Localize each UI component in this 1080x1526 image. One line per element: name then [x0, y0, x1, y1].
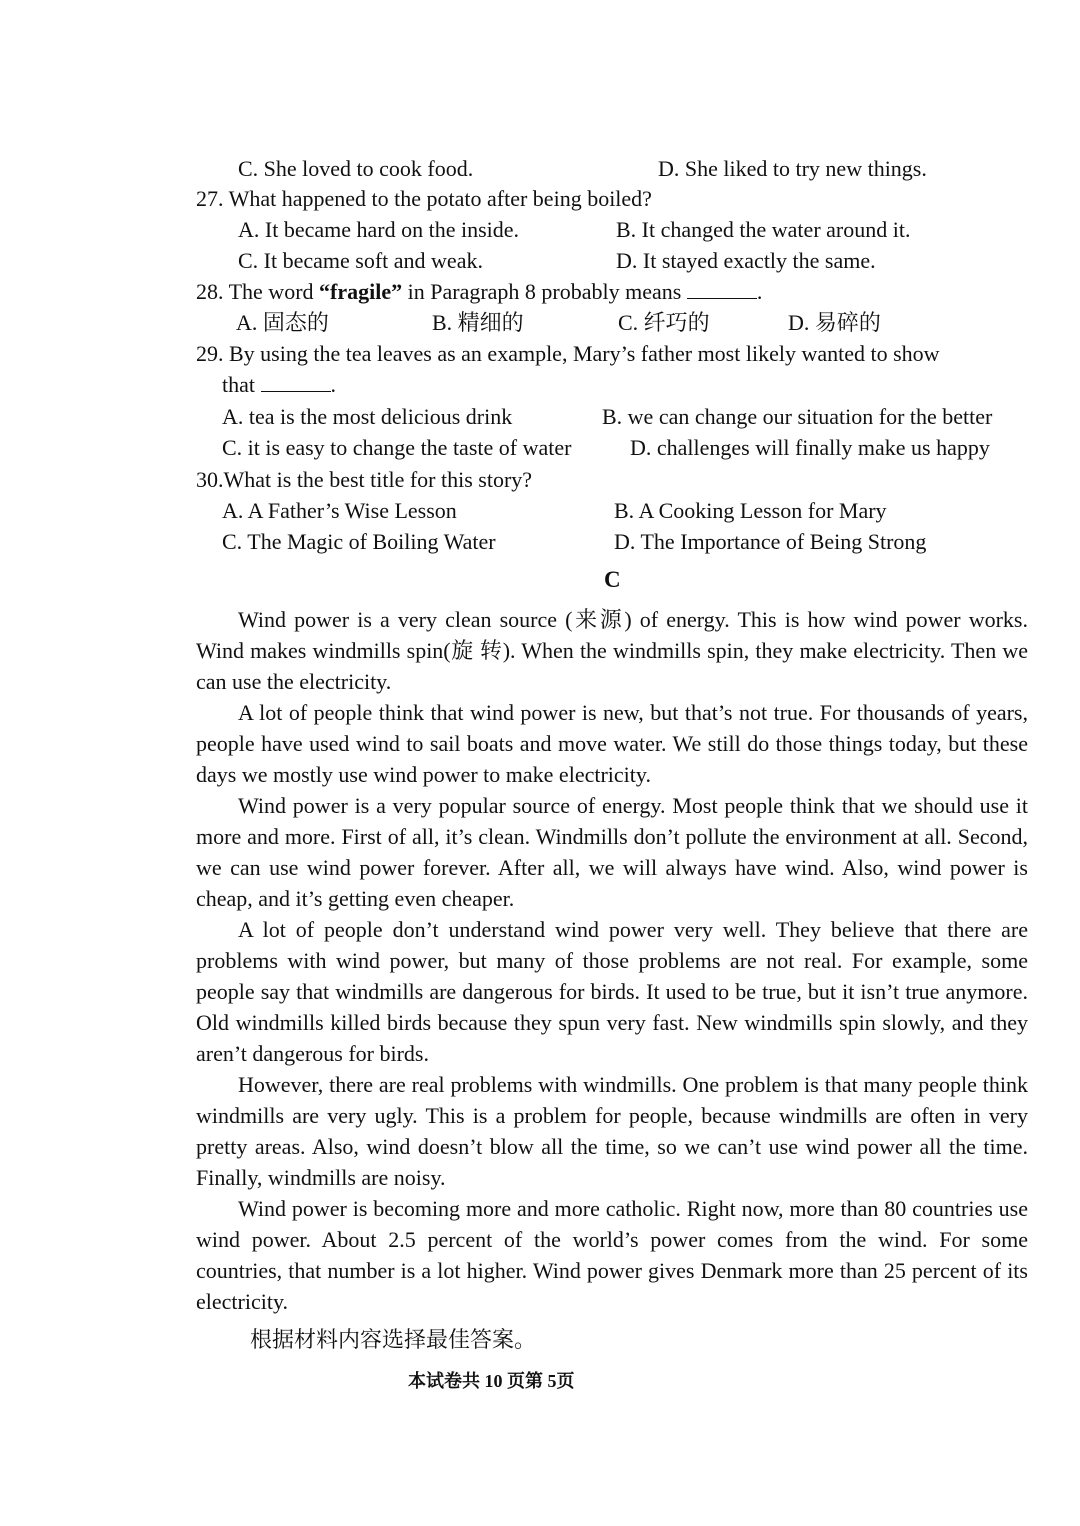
q29-stem-that: that: [222, 372, 261, 397]
q26-option-c: C. She loved to cook food.: [238, 156, 474, 181]
q27-option-c: C. It became soft and weak.: [238, 248, 483, 273]
passage-paragraph-5: However, there are real problems with windmills. One problem is that many people think windmills are very ugly. This is a problem for people, because windmills are often in very pretty areas. Also, wind doesn’t blow all the time, so we can’t use wind power all the time. Finally, windmills are noisy.: [196, 1072, 1028, 1190]
q28-option-c: C. 纤巧的: [618, 310, 710, 335]
q29-option-d: D. challenges will finally make us happy: [630, 435, 990, 460]
q29-stem-line1: 29. By using the tea leaves as an example, Mary’s father most likely wanted to show: [196, 341, 940, 366]
passage-paragraph-1: Wind power is a very clean source (来源) of energy. This is how wind power works. Wind makes windmills spin(旋 转). When the windmills spin, they make electricity. Then we can use the electricity.: [196, 607, 1028, 694]
q28-stem: [196, 277, 762, 307]
q30-option-a: A. A Father’s Wise Lesson: [222, 498, 457, 523]
q29-option-b: B. we can change our situation for the better: [602, 404, 993, 429]
section-heading: C: [604, 567, 621, 592]
q30-option-c: C. The Magic of Boiling Water: [222, 529, 496, 554]
q30-option-d: D. The Importance of Being Strong: [614, 529, 927, 554]
passage-paragraph-3: Wind power is a very popular source of energy. Most people think that we should use it more and more. First of all, it’s clean. Windmills don’t pollute the environment at all. Second, we can use wind power forever. After all, we will always have wind. Also, wind power is cheap, and it’s getting even cheaper.: [196, 793, 1028, 911]
passage: [196, 604, 1028, 1317]
q29-option-a: A. tea is the most delicious drink: [222, 404, 513, 429]
page-footer: 本试卷共 10 页第 5页: [408, 1371, 575, 1391]
q30-option-b: B. A Cooking Lesson for Mary: [614, 498, 887, 523]
q28-stem-end: .: [756, 279, 763, 304]
q28-stem-post: in Paragraph 8 probably means: [402, 279, 687, 304]
passage-paragraph-6: Wind power is becoming more and more catholic. Right now, more than 80 countries use wind power. About 2.5 percent of the world’s power comes from the wind. For some countries, that number is a lot higher. Wind power gives Denmark more than 25 percent of its electricity.: [196, 1196, 1028, 1314]
q29-option-c: C. it is easy to change the taste of water: [222, 435, 572, 460]
q28-option-d: D. 易碎的: [788, 310, 881, 335]
q29-answer-blank: [261, 373, 331, 392]
instruction: 根据材料内容选择最佳答案。: [250, 1327, 537, 1352]
q27-option-d: D. It stayed exactly the same.: [616, 248, 876, 273]
q29-stem-end: .: [330, 372, 336, 397]
q27-stem: 27. What happened to the potato after being boiled?: [196, 186, 652, 211]
q28-option-b: B. 精细的: [432, 310, 524, 335]
q28-stem-pre: 28. The word: [196, 279, 320, 304]
q29-stem-line2: [222, 370, 336, 400]
q28-answer-blank: [687, 280, 757, 299]
q26-option-d: D. She liked to try new things.: [658, 156, 927, 181]
passage-paragraph-4: A lot of people don’t understand wind power very well. They believe that there are problems with wind power, but many of those problems are not real. For example, some people say that windmills are dangerous for birds. It used to be true, but it isn’t true anymore. Old windmills killed birds because they spun very fast. New windmills spin slowly, and they aren’t dangerous for birds.: [196, 917, 1028, 1066]
passage-paragraph-2: A lot of people think that wind power is new, but that’s not true. For thousands of years, people have used wind to sail boats and move water. We still do those things today, but these days we mostly use wind power to make electricity.: [196, 700, 1028, 787]
q28-keyword: “fragile”: [319, 279, 403, 304]
q28-option-a: A. 固态的: [236, 310, 329, 335]
q27-option-a: A. It became hard on the inside.: [238, 217, 520, 242]
q30-stem: 30.What is the best title for this story?: [196, 467, 533, 492]
q27-option-b: B. It changed the water around it.: [616, 217, 911, 242]
